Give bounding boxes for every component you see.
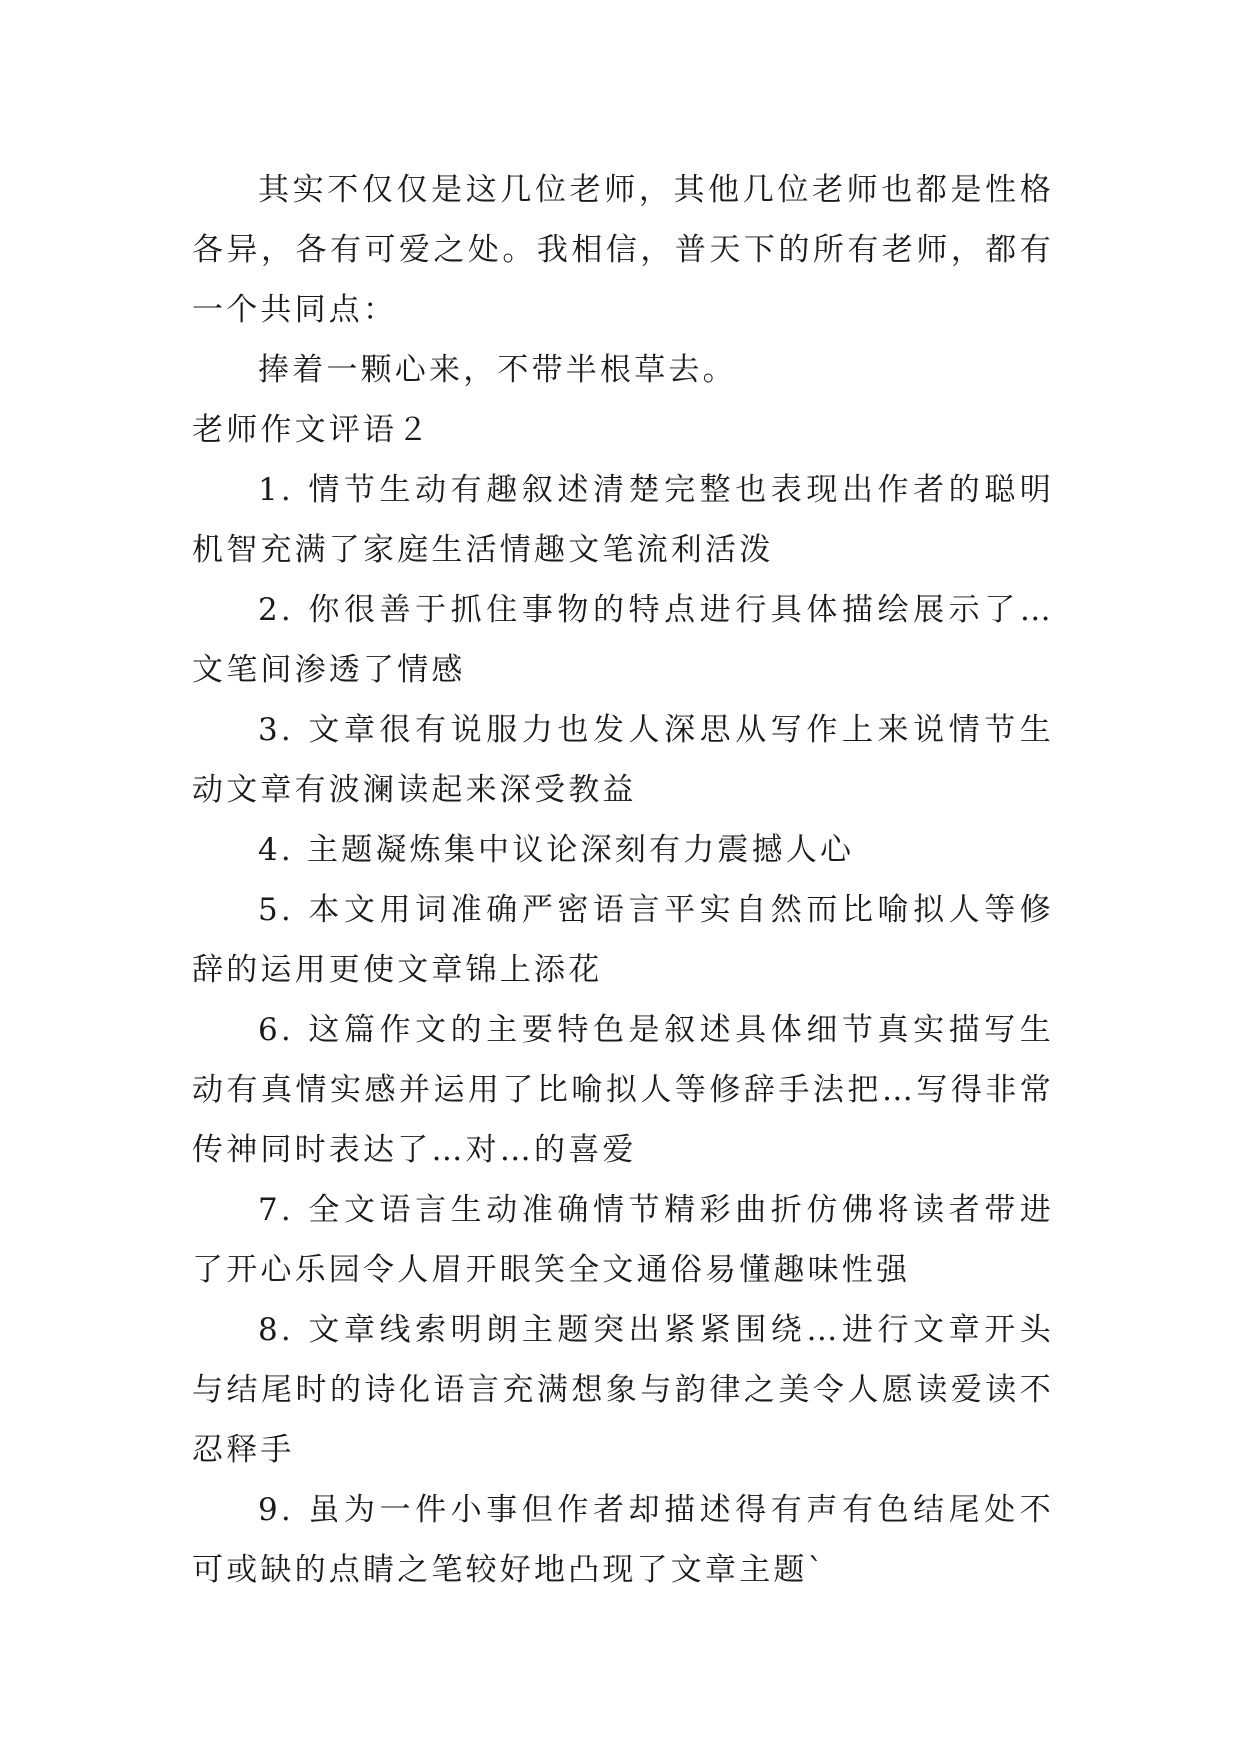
comment-item: 6. 这篇作文的主要特色是叙述具体细节真实描写生动有真情实感并运用了比喻拟人等修辞手法把…写得非常传神同时表达了…对…的喜爱: [192, 1012, 1054, 1168]
intro-paragraph: 其实不仅仅是这几位老师，其他几位老师也都是性格各异，各有可爱之处。我相信，普天下的所有老师，都有一个共同点：: [192, 172, 1054, 328]
comment-item: 4. 主题凝炼集中议论深刻有力震撼人心: [258, 832, 855, 868]
comment-item: 5. 本文用词准确严密语言平实自然而比喻拟人等修辞的运用更使文章锦上添花: [192, 892, 1054, 988]
comment-item: 9. 虽为一件小事但作者却描述得有声有色结尾处不可或缺的点睛之笔较好地凸现了文章主题`: [192, 1492, 1054, 1588]
comment-item: 3. 文章很有说服力也发人深思从写作上来说情节生动文章有波澜读起来深受教益: [192, 712, 1054, 808]
document-page: [192, 160, 1054, 1600]
comment-item: 1. 情节生动有趣叙述清楚完整也表现出作者的聪明机智充满了家庭生活情趣文笔流利活泼: [192, 472, 1054, 568]
comment-item: 2. 你很善于抓住事物的特点进行具体描绘展示了…文笔间渗透了情感: [192, 592, 1054, 688]
section-title: 老师作文评语２: [192, 412, 432, 448]
intro-paragraph: 捧着一颗心来，不带半根草去。: [258, 352, 737, 388]
comment-item: 7. 全文语言生动准确情节精彩曲折仿佛将读者带进了开心乐园令人眉开眼笑全文通俗易懂趣味性强: [192, 1192, 1054, 1288]
comment-item: 8. 文章线索明朗主题突出紧紧围绕…进行文章开头与结尾时的诗化语言充满想象与韵律之美令人愿读爱读不忍释手: [192, 1312, 1054, 1468]
